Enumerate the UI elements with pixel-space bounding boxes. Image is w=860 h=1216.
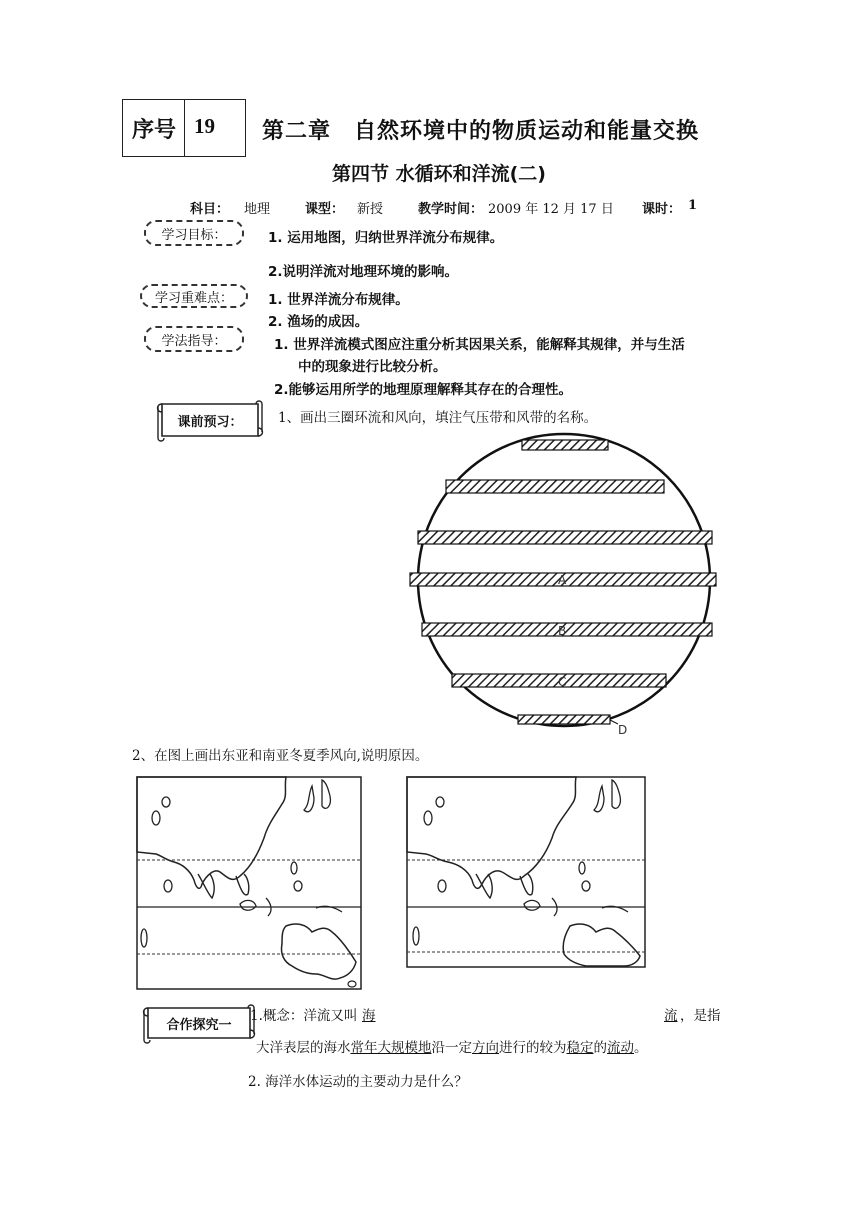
preview-question-1: 1、画出三圈环流和风向，填注气压带和风带的名称。: [278, 410, 598, 426]
band-label-b: B: [558, 624, 567, 638]
subject-value: 地理: [244, 202, 271, 217]
hours-label: 课时：: [642, 202, 682, 217]
concept-line-2: 大洋表层的海水常年大规模地沿一定方向进行的较为稳定的流动。: [256, 1040, 648, 1056]
section-title: 第四节 水循环和洋流(二): [332, 163, 546, 185]
explore-question-2: 2. 海洋水体运动的主要动力是什么？: [248, 1074, 468, 1090]
key-point-item-2: 2. 渔场的成因。: [268, 314, 369, 330]
preview-label: 课前预习：: [177, 414, 243, 430]
concept-blank-1: 海: [362, 1008, 376, 1024]
method-label: 学法指导：: [144, 326, 244, 352]
pressure-band-south-30: [422, 623, 712, 636]
band-label-d: D: [618, 723, 628, 737]
explore-label: 合作探究一: [166, 1017, 232, 1033]
subject-label: 科目：: [190, 202, 230, 217]
preview-question-2: 2、在图上画出东亚和南亚冬夏季风向,说明原因。: [132, 748, 429, 764]
objective-item-2: 2.说明洋流对地理环境的影响。: [268, 264, 459, 280]
hours-value: 1: [688, 198, 698, 213]
time-value: 2009 年 12 月 17 日: [488, 202, 614, 217]
time-label: 教学时间：: [418, 202, 484, 217]
concept-blank-2: 流: [664, 1008, 678, 1024]
concept-line-1-prefix: 1.概念：洋流又叫: [250, 1008, 358, 1024]
asia-map-left: [136, 776, 362, 990]
pressure-band-north-30: [418, 531, 712, 544]
objective-item-1: 1. 运用地图，归纳世界洋流分布规律。: [268, 230, 504, 246]
band-label-a: A: [558, 573, 567, 587]
pressure-band-south-pole: [518, 715, 610, 724]
key-point-item-1: 1. 世界洋流分布规律。: [268, 292, 409, 308]
globe-circulation-diagram: [400, 432, 740, 744]
pressure-band-north-60: [446, 480, 664, 493]
method-item-1-line-2: 中的现象进行比较分析。: [298, 359, 447, 375]
type-label: 课型：: [305, 202, 345, 217]
concept-line-1-suffix: ，是指: [680, 1008, 721, 1024]
type-value: 新授: [357, 202, 384, 217]
band-label-c: C: [558, 675, 567, 689]
method-item-2: 2.能够运用所学的地理原理解释其存在的合理性。: [274, 382, 573, 398]
pressure-band-north-pole: [522, 440, 608, 450]
objectives-label: 学习目标：: [144, 220, 244, 246]
serial-divider: [184, 99, 185, 157]
serial-label: 序号: [132, 118, 177, 143]
method-item-1-line-1: 1. 世界洋流模式图应注重分析其因果关系，能解释其规律，并与生活: [274, 337, 685, 353]
chapter-title: 第二章 自然环境中的物质运动和能量交换: [262, 119, 700, 144]
serial-number: 19: [194, 114, 215, 138]
key-points-label: 学习重难点：: [140, 284, 248, 308]
asia-map-right: [406, 776, 646, 968]
